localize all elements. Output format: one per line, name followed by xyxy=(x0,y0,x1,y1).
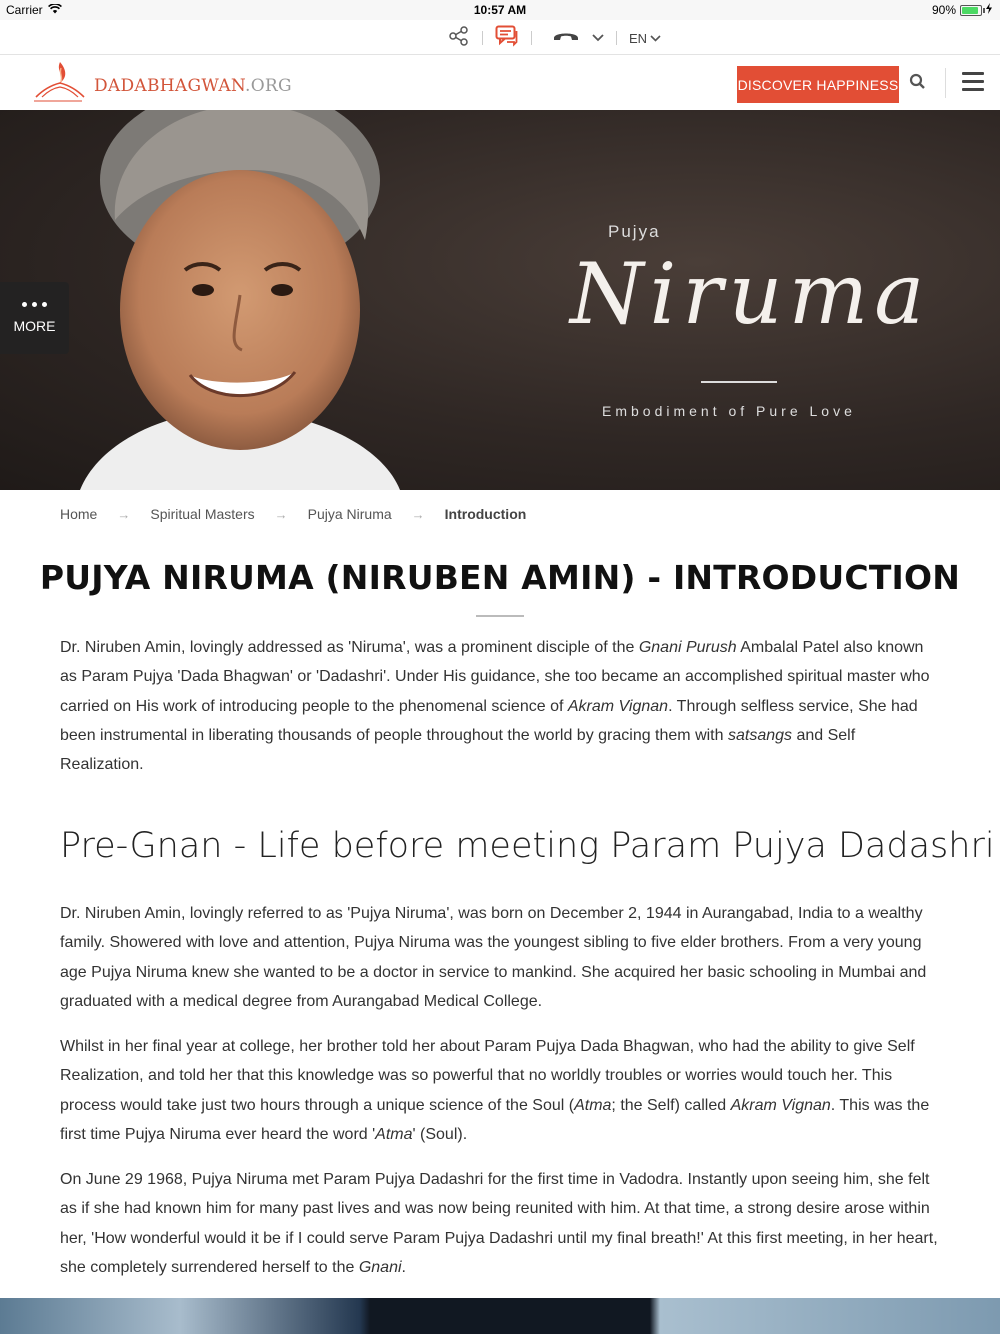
chevron-down-icon xyxy=(650,35,661,42)
more-button[interactable] xyxy=(0,282,69,354)
breadcrumb-pujya-niruma[interactable]: Pujya Niruma xyxy=(307,506,392,522)
phone-icon[interactable] xyxy=(552,29,580,48)
more-label: MORE xyxy=(13,318,56,334)
arrow-right-icon: → xyxy=(411,506,425,522)
hero-title: Niruma xyxy=(570,245,931,343)
hero-pretitle: Pujya xyxy=(608,222,661,241)
site-logo[interactable] xyxy=(30,59,292,112)
divider xyxy=(482,31,483,45)
logo-emblem-icon xyxy=(30,59,86,112)
title-divider xyxy=(476,615,524,617)
status-bar xyxy=(0,0,1000,20)
paragraph-first-meeting: On June 29 1968, Pujya Niruma met Param Pujya Dadashri for the first time in Vadodra. Instantly upon seeing him, she felt as if she had known him for many past lives and was now being reunited with him. At that time, a strong desire arose within her, 'How wonderful would it be if I could serve Param Pujya Dadashri until my final breath!' At this first meeting, in her heart, she completely surrendered herself to the Gnani. xyxy=(60,1171,938,1276)
breadcrumb xyxy=(60,506,526,522)
hamburger-menu-icon[interactable] xyxy=(962,72,984,96)
page-title: PUJYA NIRUMA (NIRUBEN AMIN) - INTRODUCTION xyxy=(39,558,961,597)
arrow-right-icon: → xyxy=(117,506,131,522)
site-header xyxy=(0,55,1000,110)
discover-happiness-button[interactable]: DISCOVER HAPPINESS xyxy=(737,66,899,103)
breadcrumb-current: Introduction xyxy=(444,506,527,522)
charging-icon xyxy=(986,3,992,17)
portrait-image xyxy=(60,110,440,490)
arrow-right-icon: → xyxy=(274,506,288,522)
battery-status xyxy=(932,3,992,17)
content-image xyxy=(0,1298,1000,1334)
more-dots-icon xyxy=(0,302,69,307)
divider xyxy=(531,31,532,45)
status-time: 10:57 AM xyxy=(473,3,527,17)
chevron-down-icon[interactable] xyxy=(592,29,604,47)
hero-divider xyxy=(701,381,777,383)
chat-icon[interactable] xyxy=(495,25,519,52)
language-label: EN xyxy=(629,30,648,46)
breadcrumb-home[interactable]: Home xyxy=(60,506,98,522)
search-icon[interactable] xyxy=(909,73,926,95)
logo-text: DADABHAGWAN.ORG xyxy=(94,75,292,96)
carrier-label: Carrier xyxy=(6,3,43,17)
hero-tagline: Embodiment of Pure Love xyxy=(602,403,856,419)
intro-paragraph: Dr. Niruben Amin, lovingly addressed as 'Niruma', was a prominent disciple of the Gnani Purush Ambalal Patel also known as Param Pujya 'Dada Bhagwan' or 'Dadashri'. Under His guidance, she too became an accomplished spiritual master who carried on His work of introducing people to the phenomenal science of Akram Vignan. Through selfless service, She had been instrumental in liberating thousands of people throughout the world by gracing them with satsangs and Self Realization. xyxy=(60,639,930,774)
paragraph-college: Whilst in her final year at college, her brother told her about Param Pujya Dada Bhagwan, who had the ability to give Self Realization, and told her that this knowledge was so powerful that no worldly troubles or worries would touch her. This process would take just two hours through a unique science of the Soul (Atma; the Self) called Akram Vignan. This was the first time Pujya Niruma ever heard the word 'Atma' (Soul). xyxy=(60,1038,930,1143)
share-icon[interactable] xyxy=(448,26,470,51)
breadcrumb-spiritual-masters[interactable]: Spiritual Masters xyxy=(150,506,255,522)
battery-percent: 90% xyxy=(931,3,956,17)
section-heading: Pre-Gnan - Life before meeting Param Pujya Dadashri xyxy=(60,826,995,866)
divider xyxy=(616,31,617,45)
divider xyxy=(945,68,946,98)
utility-bar xyxy=(0,20,1000,55)
paragraph-birth: Dr. Niruben Amin, lovingly referred to as 'Pujya Niruma', was born on December 2, 1944 in Aurangabad, India to a wealthy family. Showered with love and attention, Pujya Niruma was the youngest sibling to five elder brothers. From a very young age Pujya Niruma knew she wanted to be a doctor in service to mankind. She acquired her basic schooling in Mumbai and graduated with a medical degree from Aurangabad Medical College. xyxy=(60,905,927,1010)
hero-banner xyxy=(0,110,1000,490)
battery-icon xyxy=(960,5,982,16)
language-selector[interactable] xyxy=(629,31,661,46)
